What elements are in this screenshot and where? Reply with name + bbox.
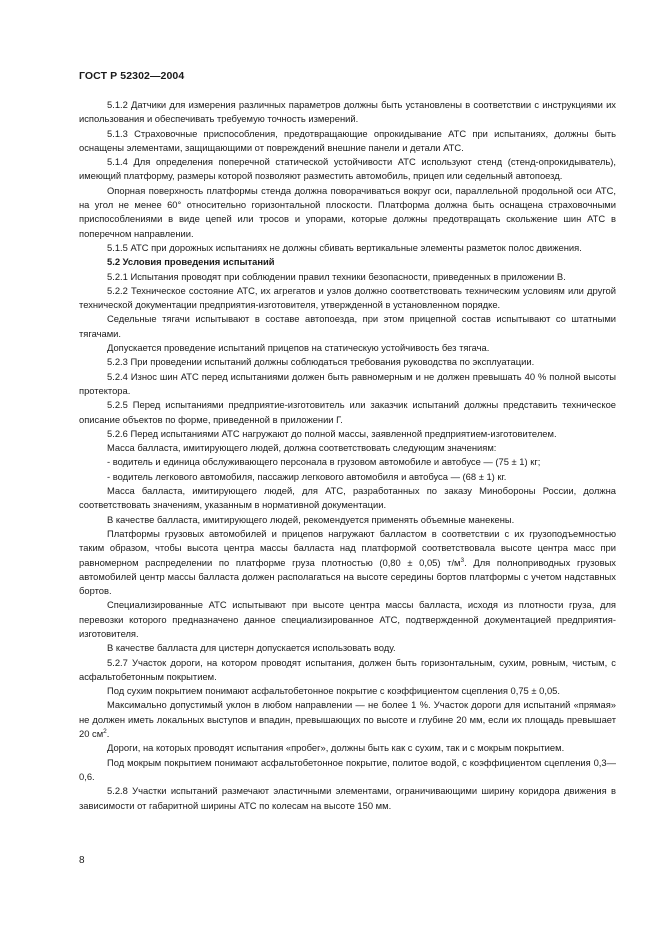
paragraph: Седельные тягачи испытывают в составе автопоезда, при этом прицепной состав испытывают со штатными тягачами.: [79, 313, 616, 339]
paragraph: 5.2.2 Техническое состояние АТС, их агрегатов и узлов должно соответствовать техническим условиям или другой технической документации предприятия-изготовителя, утвержденной в установленном порядке.: [79, 284, 616, 311]
list-item: - водитель и единица обслуживающего персонала в грузовом автомобиле и автобусе — (75 ± 1) кг;: [107, 456, 541, 468]
paragraph: В качестве балласта, имитирующего людей, рекомендуется применять объемные манекены.: [107, 513, 515, 525]
paragraph: Под сухим покрытием понимают асфальтобетонное покрытие с коэффициентом сцепления 0,75 ± 0,05.: [107, 685, 560, 697]
paragraph: 5.1.5 АТС при дорожных испытаниях не должны сбивать вертикальные элементы разметок полос движения.: [107, 241, 582, 253]
paragraph: 5.1.3 Страховочные приспособления, предотвращающие опрокидывание АТС при испытаниях, должны быть оснащены элементами, защищающими от повреждений внешние панели и детали АТС.: [79, 127, 616, 153]
paragraph: 5.2.4 Износ шин АТС перед испытаниями должен быть равномерным и не должен превышать 40 % полной высоты протектора.: [79, 370, 616, 396]
document-body: [79, 98, 616, 813]
paragraph: Максимально допустимый уклон в любом направлении — не более 1 %. Участок дороги для испытаний «прямая» не должен иметь локальных выступов и впадин, превышающих по высоте и глубине 20 мм, если их площадь превышает 20 $см^2$.: [79, 699, 616, 740]
paragraph: 5.2.5 Перед испытаниями предприятие-изготовитель или заказчик испытаний должны представить техническое описание объектов по форме, приведенной в приложении Г.: [79, 399, 616, 425]
paragraph: Дороги, на которых проводят испытания «пробег», должны быть как с сухим, так и с мокрым покрытием.: [107, 742, 565, 754]
paragraph: Платформы грузовых автомобилей и прицепов нагружают балластом в соответствии с их грузоподъемностью таким образом, чтобы высота центра массы балласта над платформой соответствовала высоте центра масс при равномерном распределении по платформе груза плотностью (0,80 ± 0,05) $т/м^3$. Для полноприводных грузовых автомобилей центр массы балласта должен располагаться на высоте середины бортов платформы с учетом надставных бортов.: [79, 527, 616, 597]
paragraph: Опорная поверхность платформы стенда должна поворачиваться вокруг оси, параллельной продольной оси АТС, на угол не менее 60° относительно горизонтальной плоскости. Платформа должна быть оснащена страховочными приспособлениями в виде цепей или тросов и упорами, которые должны предотвращать скольжение шин АТС в поперечном направлении.: [79, 184, 616, 239]
paragraph: 5.2.6 Перед испытаниями АТС нагружают до полной массы, заявленной предприятием-изготовителем.: [107, 427, 557, 439]
paragraph: 5.2.1 Испытания проводят при соблюдении правил техники безопасности, приведенных в приложении В.: [107, 270, 566, 282]
paragraph: 5.1.2 Датчики для измерения различных параметров должны быть установлены в соответствии с инструкциями их использования и обеспечивать требуемую точность измерений.: [79, 99, 616, 125]
paragraph: 5.2.3 При проведении испытаний должны соблюдаться требования руководства по эксплуатации.: [107, 356, 535, 368]
paragraph: 5.1.4 Для определения поперечной статической устойчивости АТС используют стенд (стенд-опрокидыватель), имеющий платформу, размеры которой позволяют разместить автомобиль, прицеп или седельный автопоезд.: [79, 156, 616, 182]
section-heading: 5.2 Условия проведения испытаний: [107, 256, 275, 268]
paragraph: Под мокрым покрытием понимают асфальтобетонное покрытие, политое водой, с коэффициентом сцепления 0,3—0,6.: [79, 756, 616, 782]
paragraph: В качестве балласта для цистерн допускается использовать воду.: [107, 642, 396, 654]
document-header: ГОСТ Р 52302—2004: [79, 70, 185, 82]
paragraph: Допускается проведение испытаний прицепов на статическую устойчивость без тягача.: [107, 342, 490, 354]
paragraph: Масса балласта, имитирующего людей, должна соответствовать следующим значениям:: [107, 442, 497, 454]
paragraph: Масса балласта, имитирующего людей, для АТС, разработанных по заказу Минобороны России, должна соответствовать значениям, указанным в нормативной документации.: [79, 485, 616, 511]
paragraph: Специализированные АТС испытывают при высоте центра массы балласта, исходя из плотности груза, для перевозки которого предназначено данное специализированное АТС, подтвержденной документацией предприятия-изготовителя.: [79, 599, 616, 639]
page-number: 8: [79, 855, 85, 866]
list-item: - водитель легкового автомобиля, пассажир легкового автомобиля и автобуса — (68 ± 1) кг.: [107, 470, 507, 482]
paragraph: 5.2.7 Участок дороги, на котором проводят испытания, должен быть горизонтальным, сухим, ровным, чистым, с асфальтобетонным покрытием.: [79, 656, 616, 682]
paragraph: 5.2.8 Участки испытаний размечают эластичными элементами, ограничивающими ширину коридора движения в зависимости от габаритной ширины АТС по колесам на высоте 150 мм.: [79, 785, 616, 811]
